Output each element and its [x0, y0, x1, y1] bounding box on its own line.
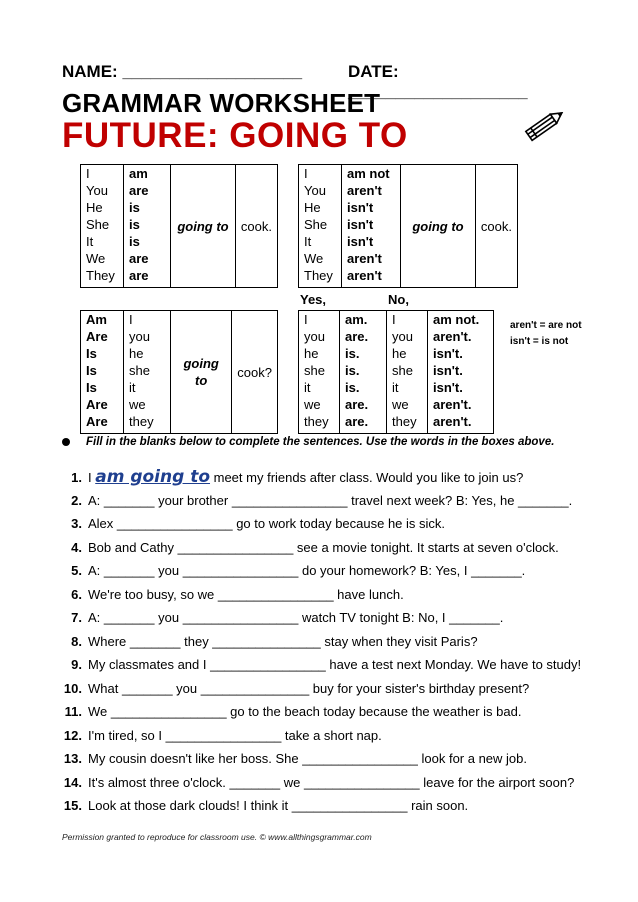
exercise-item: 8. Where _______ they _______________ stay when they visit Paris?	[62, 634, 478, 654]
be-verb-column: Am Are Is Is Is Are Are	[81, 311, 124, 434]
going-to-cell: going to	[171, 311, 232, 434]
footer-permission: Permission granted to reproduce for classroom use. © www.allthingsgrammar.com	[62, 832, 372, 842]
yes-subject-column: I you he she it we they	[299, 311, 340, 434]
question-table	[80, 310, 278, 434]
be-verb-column: am are is is is are are	[124, 165, 171, 288]
exercise-item: 15. Look at those dark clouds! I think it ________________ rain soon.	[63, 798, 469, 813]
negative-table	[298, 164, 518, 288]
exercise-number: 5.	[71, 563, 82, 578]
no-verb-column: am not. aren't. isn't. isn't. isn't. aren't. aren't.	[428, 311, 494, 434]
header	[62, 62, 582, 101]
exercise-number: 15.	[63, 798, 82, 813]
contraction-note: aren't = are not	[510, 320, 582, 331]
exercise-number: 11.	[64, 704, 82, 719]
bullet-icon	[62, 438, 70, 446]
exercise-number: 13.	[63, 751, 82, 766]
exercise-item: 14. It's almost three o'clock. _______ we ________________ leave for the airport soon?	[63, 775, 575, 790]
going-to-cell: going to	[171, 165, 236, 288]
pencil-icon	[520, 106, 568, 146]
exercise-number: 12.	[63, 728, 82, 743]
no-subject-column: I you he she it we they	[387, 311, 428, 434]
contraction-note: isn't = is not	[510, 336, 569, 347]
exercise-item: 13. My cousin doesn't like her boss. She ________________ look for a new job.	[63, 751, 527, 766]
subject-column: I you he she it we they	[124, 311, 171, 434]
exercise-number: 8.	[71, 634, 82, 649]
subject-column: I You He She It We They	[299, 165, 342, 288]
exercise-item: 6. We're too busy, so we ________________ have lunch.	[62, 587, 404, 607]
verb-cell: cook?	[232, 311, 278, 434]
going-to-cell: going to	[401, 165, 476, 288]
example-answer: am going to	[95, 467, 211, 487]
exercise-item: 11. We ________________ go to the beach today because the weather is bad.	[62, 704, 521, 724]
yes-label: Yes,	[300, 292, 327, 307]
exercise-number: 9.	[71, 657, 82, 672]
exercise-item: 2. A: _______ your brother ________________ travel next week? B: Yes, he _______.	[62, 493, 572, 513]
exercise-item: 10. What _______ you _______________ buy for your sister's birthday present?	[63, 681, 530, 696]
name-field-label: NAME: ___________________	[62, 62, 303, 81]
exercise-item: 7. A: _______ you ________________ watch TV tonight B: No, I _______.	[62, 610, 503, 630]
no-label: No,	[388, 292, 409, 307]
date-field-label: DATE: ___________________	[348, 62, 528, 101]
verb-cell: cook.	[475, 165, 517, 288]
exercise-number: 10.	[63, 681, 82, 696]
yes-verb-column: am. are. is. is. is. are. are.	[340, 311, 387, 434]
verb-cell: cook.	[235, 165, 277, 288]
instructions-text: Fill in the blanks below to complete the sentences. Use the words in the boxes above.	[86, 436, 555, 448]
exercise-number: 4.	[71, 540, 82, 555]
exercise-item: 12. I'm tired, so I ________________ take a short nap.	[63, 728, 382, 743]
exercise-number: 6.	[71, 587, 82, 602]
exercise-number: 3.	[71, 516, 82, 531]
be-not-column: am not aren't isn't isn't isn't aren't aren't	[342, 165, 401, 288]
exercise-number: 2.	[71, 493, 82, 508]
worksheet-title: GRAMMAR WORKSHEET	[62, 88, 381, 118]
exercise-item: 9. My classmates and I ________________ have a test next Monday. We have to study!	[62, 657, 581, 677]
exercise-item: 3. Alex ________________ go to work today because he is sick.	[62, 516, 445, 536]
exercise-item: 4. Bob and Cathy ________________ see a movie tonight. It starts at seven o'clock.	[62, 540, 559, 560]
exercise-number: 14.	[63, 775, 82, 790]
subject-column: I You He She It We They	[81, 165, 124, 288]
affirmative-table	[80, 164, 278, 288]
exercise-item: 1. I am going to meet my friends after class. Would you like to join us?	[62, 467, 523, 487]
exercise-number: 7.	[71, 610, 82, 625]
worksheet-topic: FUTURE: GOING TO	[62, 116, 408, 155]
instructions	[62, 436, 554, 448]
exercise-number: 1.	[71, 470, 82, 485]
exercise-item: 5. A: _______ you ________________ do your homework? B: Yes, I _______.	[62, 563, 525, 583]
short-answers-table	[298, 310, 494, 434]
